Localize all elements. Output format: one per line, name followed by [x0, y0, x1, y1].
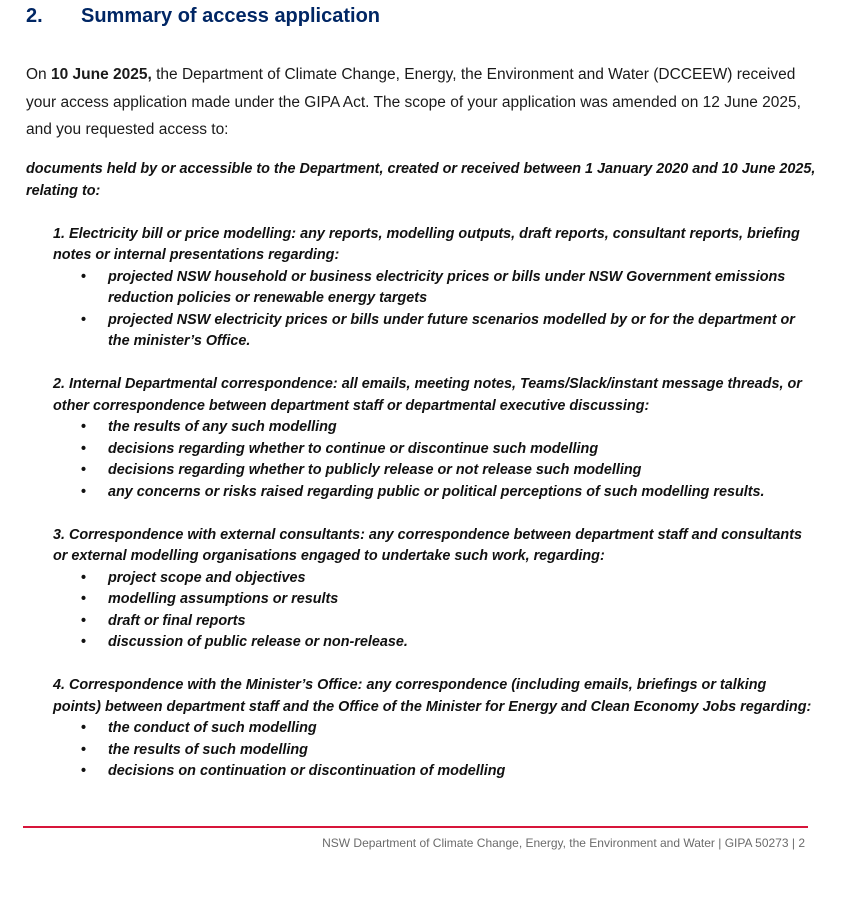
- bullet-icon: •: [81, 569, 87, 586]
- list-item-text: modelling assumptions or results: [108, 591, 339, 607]
- list-item-text: draft or final reports: [108, 612, 246, 629]
- list-item: [53, 482, 816, 504]
- intro-prefix: On: [26, 66, 51, 83]
- bullet-icon: •: [81, 591, 87, 607]
- list-item: [53, 417, 816, 439]
- list-item-text: projected NSW household or business electricity prices or bills under NSW Government emissions reduction policies or renewable energy targets: [108, 268, 786, 306]
- list-item: [53, 740, 816, 762]
- intro-rest: the Department of Climate Change, Energy, the Environment and Water (DCCEEW) received your access application made under the GIPA Act. The scope of your application was amended on 12 June 2025, and you requested access to:: [26, 66, 801, 138]
- bullet-icon: •: [81, 741, 87, 758]
- list-item-text: projected NSW electricity prices or bills under future scenarios modelled by or for the department or the minister’s Office.: [108, 311, 795, 349]
- scope-section-title: 1. Electricity bill or price modelling: any reports, modelling outputs, draft reports, consultant reports, briefing notes or internal presentations regarding:: [53, 225, 800, 263]
- request-lead: documents held by or accessible to the Department, created or received between 1 January 2020 and 10 June 2025, relating to:: [26, 161, 816, 199]
- scope-section-title: 3. Correspondence with external consultants: any correspondence between department staff and consultants or external modelling organisations engaged to undertake such work, regarding:: [53, 526, 803, 564]
- scope-section-3: [26, 525, 816, 654]
- scope-bullet-list: [53, 568, 816, 654]
- list-item: [53, 568, 816, 590]
- list-item: [53, 589, 816, 611]
- bullet-icon: •: [81, 440, 87, 457]
- list-item-text: project scope and objectives: [108, 569, 306, 586]
- scope-bullet-list: [53, 267, 816, 353]
- section-title: Summary of access application: [81, 5, 381, 27]
- bullet-icon: •: [81, 462, 87, 478]
- list-item-text: the results of any such modelling: [108, 419, 337, 435]
- list-item-text: the conduct of such modelling: [108, 720, 317, 736]
- list-item-text: decisions regarding whether to continue or discontinue such modelling: [108, 440, 599, 457]
- list-item: [53, 718, 816, 740]
- scope-section-title: 4. Correspondence with the Minister’s Office: any correspondence (including emails, briefings or talking points) between department staff and the Office of the Minister for Energy and Clean Economy Jobs regarding:: [53, 677, 812, 715]
- list-item-text: the results of such modelling: [108, 741, 308, 758]
- list-item: [53, 632, 816, 654]
- list-item-text: decisions regarding whether to publicly release or not release such modelling: [108, 462, 642, 478]
- bullet-icon: •: [81, 763, 87, 779]
- request-scope: [26, 159, 816, 783]
- bullet-icon: •: [81, 612, 87, 629]
- section-heading: [26, 5, 380, 28]
- bullet-icon: •: [81, 720, 87, 736]
- scope-section-2: [26, 374, 816, 503]
- bullet-icon: •: [81, 634, 87, 650]
- scope-section-title: 2. Internal Departmental correspondence: all emails, meeting notes, Teams/Slack/instant message threads, or other correspondence between department staff or departmental executive discussing:: [53, 376, 802, 414]
- scope-bullet-list: [53, 417, 816, 503]
- list-item: [53, 439, 816, 461]
- scope-section-1: [26, 224, 816, 353]
- list-item: [53, 761, 816, 783]
- bullet-icon: •: [81, 483, 87, 500]
- section-number: 2.: [26, 5, 43, 27]
- list-item: [53, 267, 816, 310]
- scope-section-4: [26, 675, 816, 783]
- scope-bullet-list: [53, 718, 816, 783]
- list-item: [53, 611, 816, 633]
- intro-date: 10 June 2025,: [50, 66, 152, 83]
- bullet-icon: •: [81, 268, 87, 285]
- page-footer: NSW Department of Climate Change, Energy, the Environment and Water | GIPA 50273 | 2: [322, 836, 805, 850]
- list-item-text: discussion of public release or non-release.: [108, 634, 408, 650]
- intro-paragraph: [26, 61, 816, 144]
- list-item: [53, 310, 816, 353]
- bullet-icon: •: [81, 311, 87, 328]
- footer-divider: [23, 826, 808, 828]
- list-item-text: any concerns or risks raised regarding public or political perceptions of such modelling results.: [108, 483, 765, 500]
- list-item: [53, 460, 816, 482]
- list-item-text: decisions on continuation or discontinuation of modelling: [108, 763, 506, 779]
- bullet-icon: •: [81, 419, 87, 435]
